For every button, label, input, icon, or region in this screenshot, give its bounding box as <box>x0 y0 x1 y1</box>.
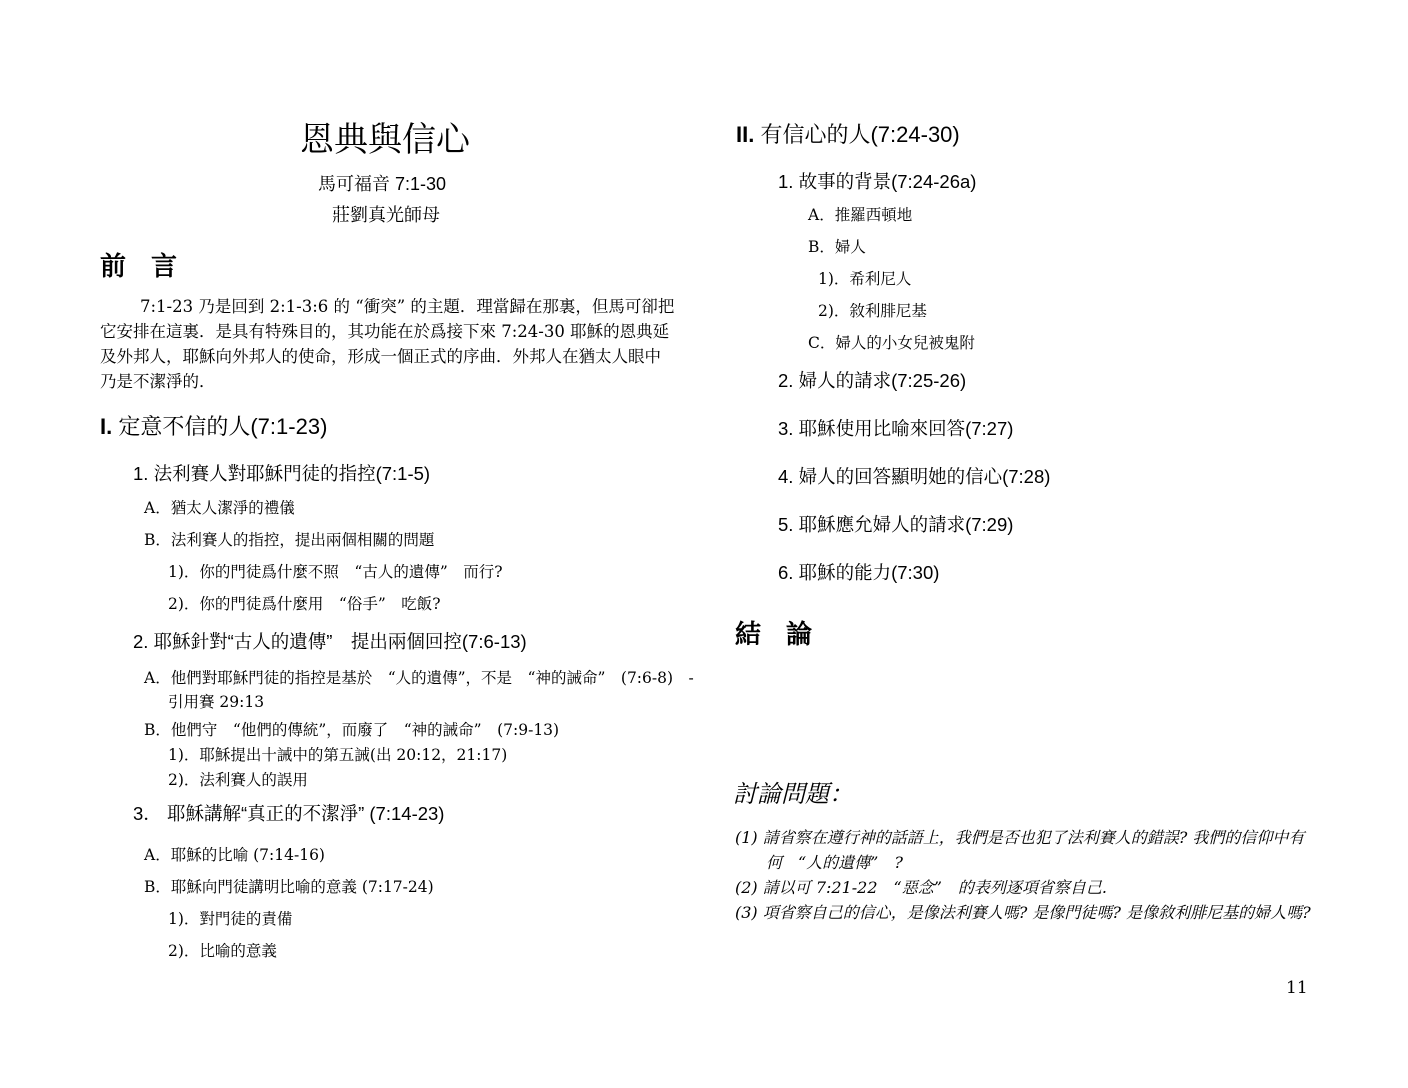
list-item: A．推羅西頓地 <box>808 206 913 224</box>
list-item: 2)．敘利腓尼基 <box>818 302 927 320</box>
list-item: 2)．比喻的意義 <box>168 942 277 960</box>
discussion-question: (3) 項省察自己的信心，是像法利賽人嗎? 是像門徒嗎? 是像敘利腓尼基的婦人嗎? <box>735 903 1311 922</box>
sub-number: 4. <box>778 466 794 487</box>
list-item: 1)．希利尼人 <box>818 270 912 288</box>
sub-number: 5. <box>778 514 794 535</box>
section-2-item <box>778 415 1013 441</box>
sub-number: 2. <box>778 370 794 391</box>
section-1-sub-1 <box>133 460 430 486</box>
list-item: A．耶穌的比喻 (7:14-16) <box>144 846 325 864</box>
sub-title: 法利賽人對耶穌門徒的指控(7:1-5) <box>153 463 431 484</box>
list-item: B．婦人 <box>808 238 866 256</box>
section-1-numeral: I. <box>100 414 113 439</box>
sub-title: 婦人的回答顯明她的信心(7:28) <box>798 466 1051 487</box>
scripture-reference: 馬可福音 7:1-30 <box>318 174 447 194</box>
list-item: 1)．耶穌提出十誡中的第五誡(出 20:12，21:17) <box>168 746 508 764</box>
section-2-sub-1 <box>778 168 976 194</box>
sub-title: 耶穌講解“真正的不潔淨” (7:14-23) <box>166 803 445 824</box>
sub-number: 3. <box>778 418 794 439</box>
sub-title: 耶穌針對“古人的遺傳” 提出兩個回控(7:6-13) <box>153 631 527 652</box>
sub-title: 耶穌的能力(7:30) <box>798 562 940 583</box>
list-item: 1)．你的門徒爲什麼不照 “古人的遺傳” 而行? <box>168 563 503 581</box>
conclusion-heading: 結 論 <box>735 620 821 650</box>
sub-number: 1. <box>778 171 794 192</box>
sub-number: 3． <box>133 803 162 824</box>
section-2-item <box>778 511 1013 537</box>
sub-number: 1. <box>133 463 149 484</box>
sub-title: 故事的背景(7:24-26a) <box>798 171 977 192</box>
page-title: 恩典與信心 <box>300 121 470 159</box>
discussion-heading: 討論問題： <box>733 780 853 808</box>
sub-title: 婦人的請求(7:25-26) <box>798 370 967 391</box>
sub-number: 2. <box>133 631 149 652</box>
section-2-item <box>778 559 939 585</box>
sub-title: 耶穌使用比喻來回答(7:27) <box>798 418 1014 439</box>
section-2-heading <box>736 118 960 149</box>
author: 莊劉真光師母 <box>332 205 440 225</box>
list-item: B．法利賽人的指控，提出兩個相關的問題 <box>144 531 435 549</box>
list-item: A．他們對耶穌門徒的指控是基於 “人的遺傳”，不是 “神的誡命” (7:6-8) - 引用賽 29:13 <box>144 669 694 711</box>
section-1-heading <box>100 410 327 441</box>
section-2-item <box>778 367 966 393</box>
list-item: B．耶穌向門徒講明比喻的意義 (7:17-24) <box>144 878 434 896</box>
list-item: A．猶太人潔淨的禮儀 <box>144 499 295 517</box>
intro-heading: 前 言 <box>100 252 186 282</box>
list-item: 1)．對門徒的責備 <box>168 910 293 928</box>
section-2-item <box>778 463 1050 489</box>
page-number: 11 <box>1286 978 1308 998</box>
list-item: B．他們守 “他們的傳統”，而廢了 “神的誡命” (7:9-13) <box>144 721 560 739</box>
intro-paragraph: 7:1-23 乃是回到 2:1-3:6 的 “衝突” 的主題．理當歸在那裏，但馬可卻把它安排在這裏．是具有特殊目的，其功能在於爲接下來 7:24-30 耶穌的恩典延及外邦人，耶穌向外邦人的使命，形成一個正式的序曲．外邦人在猶太人眼中乃是不潔淨的． <box>100 297 675 391</box>
list-item: 2)．法利賽人的誤用 <box>168 771 308 789</box>
sub-number: 6. <box>778 562 794 583</box>
section-2-title: 有信心的人(7:24-30) <box>760 122 960 147</box>
list-item: 2)．你的門徒爲什麼用 “俗手” 吃飯? <box>168 595 441 613</box>
section-2-numeral: II. <box>736 122 755 147</box>
section-1-title: 定意不信的人(7:1-23) <box>118 414 328 439</box>
discussion-question: (1) 請省察在遵行神的話語上，我們是否也犯了法利賽人的錯誤? 我們的信仰中有何 “人的遺傳” ? <box>735 828 1305 872</box>
discussion-question: (2) 請以可 7:21-22 “惡念” 的表列逐項省察自己. <box>735 878 1107 897</box>
section-1-sub-3 <box>133 800 444 826</box>
sub-title: 耶穌應允婦人的請求(7:29) <box>798 514 1014 535</box>
list-item: C．婦人的小女兒被鬼附 <box>808 334 975 352</box>
section-1-sub-2 <box>133 628 527 654</box>
